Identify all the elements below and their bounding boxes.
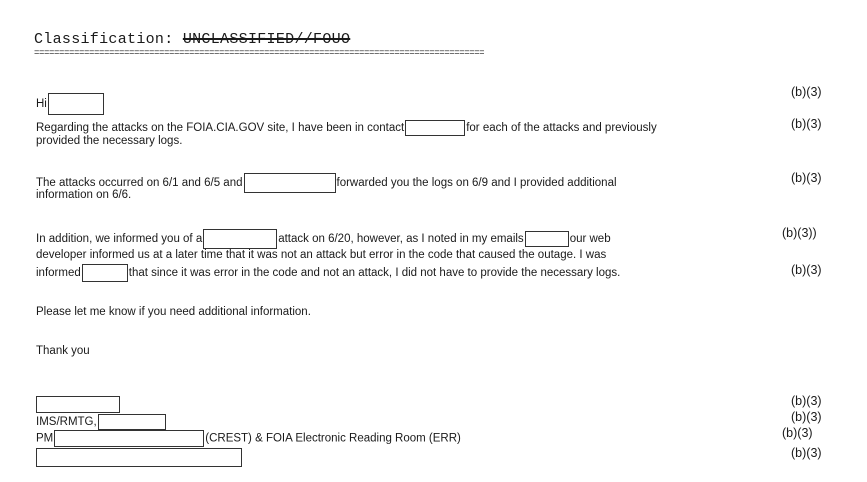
- exemption-code: (b)(3): [791, 394, 822, 408]
- closing-line2: Thank you: [36, 345, 90, 357]
- exemption-code: (b)(3): [791, 263, 822, 277]
- signature-org-line: [36, 414, 167, 430]
- para3-line1: [36, 229, 611, 249]
- exemption-code: (b)(3): [791, 410, 822, 424]
- redaction-box: [525, 231, 569, 247]
- exemption-code: (b)(3): [791, 446, 822, 460]
- para3-line3: [36, 264, 620, 282]
- redaction-box: [405, 120, 465, 136]
- redaction-box: [36, 396, 120, 413]
- classification-marking-struck: UNCLASSIFIED//FOUO: [182, 31, 351, 48]
- para3-text-e: informed: [36, 267, 81, 280]
- para3-text-b: attack on 6/20, however, as I noted in my emails: [278, 233, 524, 246]
- para1-text-a: Regarding the attacks on the FOIA.CIA.GOV site, I have been in contact: [36, 122, 405, 135]
- para3-line2: developer informed us at a later time that it was not an attack but error in the code that caused the outage. I was: [36, 249, 607, 261]
- para2-text-a: The attacks occurred on 6/1 and 6/5 and: [36, 177, 243, 190]
- redaction-box: [36, 448, 242, 467]
- closing-line1: Please let me know if you need additional information.: [36, 306, 311, 318]
- separator-rule: ==========================================================================================: [34, 48, 485, 58]
- redaction-box: [98, 414, 166, 430]
- signature-org-text: IMS/RMTG,: [36, 416, 97, 429]
- para1-line2: provided the necessary logs.: [36, 135, 183, 147]
- signature-pm-rest: (CREST) & FOIA Electronic Reading Room (ERR): [205, 432, 461, 445]
- signature-pm-text: PM: [36, 432, 54, 445]
- classification-label: Classification:: [34, 31, 183, 48]
- signature-pm-line: [36, 430, 461, 447]
- redaction-box: [48, 93, 104, 115]
- exemption-code: (b)(3): [791, 117, 822, 131]
- exemption-code: (b)(3): [782, 426, 813, 440]
- exemption-code: (b)(3)): [782, 226, 817, 240]
- exemption-code: (b)(3): [791, 171, 822, 185]
- redaction-box: [54, 430, 204, 447]
- classification-line: [34, 31, 350, 48]
- exemption-code: (b)(3): [791, 85, 822, 99]
- greeting-line: [36, 93, 105, 115]
- para3-text-f: that since it was error in the code and not an attack, I did not have to provide the necessary logs.: [128, 267, 621, 280]
- redaction-box: [203, 229, 277, 249]
- redaction-box: [244, 173, 336, 193]
- para2-line2: information on 6/6.: [36, 189, 132, 201]
- para3-text-c: our web: [569, 233, 611, 246]
- para1-text-b: for each of the attacks and previously: [466, 122, 657, 135]
- para2-text-b: forwarded you the logs on 6/9 and I provided additional: [336, 177, 617, 190]
- para3-text-a: In addition, we informed you of a: [36, 233, 203, 246]
- greeting-text: Hi: [36, 98, 47, 111]
- redaction-box: [82, 264, 128, 282]
